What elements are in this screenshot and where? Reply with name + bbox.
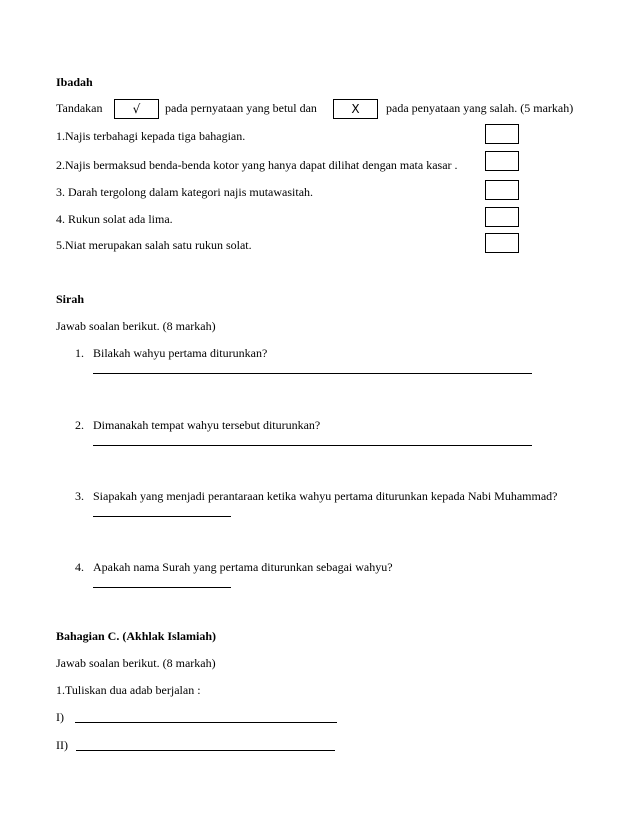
section-heading-ibadah: Ibadah	[56, 75, 93, 89]
question-text-2: Dimanakah tempat wahyu tersebut diturunkan?	[93, 418, 321, 432]
question-number-1: 1.	[75, 346, 84, 360]
instruction-mid: pada pernyataan yang betul dan	[165, 101, 317, 115]
question-number-2: 2.	[75, 418, 84, 432]
sirah-instruction: Jawab soalan berikut. (8 markah)	[56, 319, 216, 333]
answer-box-3[interactable]	[485, 180, 519, 200]
question-text-4: Apakah nama Surah yang pertama diturunkan sebagai wahyu?	[93, 560, 393, 574]
adab-answer-line-2[interactable]	[76, 750, 335, 751]
answer-label-2: II)	[56, 738, 68, 752]
answer-box-5[interactable]	[485, 233, 519, 253]
cross-symbol-box: X	[333, 99, 378, 119]
answer-line-2[interactable]	[93, 445, 532, 446]
instruction-suffix: pada penyataan yang salah. (5 markah)	[386, 101, 574, 115]
section-heading-akhlak: Bahagian C. (Akhlak Islamiah)	[56, 629, 217, 643]
tick-symbol-box: √	[114, 99, 159, 119]
answer-label-1: I)	[56, 710, 64, 724]
section-heading-sirah: Sirah	[56, 292, 85, 306]
statement-4: 4. Rukun solat ada lima.	[56, 212, 173, 226]
statement-5: 5.Niat merupakan salah satu rukun solat.	[56, 238, 252, 252]
answer-box-4[interactable]	[485, 207, 519, 227]
answer-line-4[interactable]	[93, 587, 231, 588]
question-number-3: 3.	[75, 489, 84, 503]
akhlak-question: 1.Tuliskan dua adab berjalan :	[56, 683, 201, 697]
answer-box-1[interactable]	[485, 124, 519, 144]
statement-1: 1.Najis terbahagi kepada tiga bahagian.	[56, 129, 246, 143]
instruction-prefix: Tandakan	[56, 101, 103, 115]
adab-answer-line-1[interactable]	[75, 722, 337, 723]
statement-2: 2.Najis bermaksud benda-benda kotor yang hanya dapat dilihat dengan mata kasar .	[56, 158, 458, 172]
question-text-1: Bilakah wahyu pertama diturunkan?	[93, 346, 268, 360]
answer-line-3[interactable]	[93, 516, 231, 517]
statement-3: 3. Darah tergolong dalam kategori najis mutawasitah.	[56, 185, 314, 199]
question-number-4: 4.	[75, 560, 84, 574]
answer-box-2[interactable]	[485, 151, 519, 171]
question-text-3: Siapakah yang menjadi perantaraan ketika wahyu pertama diturunkan kepada Nabi Muhammad?	[93, 489, 558, 503]
answer-line-1[interactable]	[93, 373, 532, 374]
akhlak-instruction: Jawab soalan berikut. (8 markah)	[56, 656, 216, 670]
